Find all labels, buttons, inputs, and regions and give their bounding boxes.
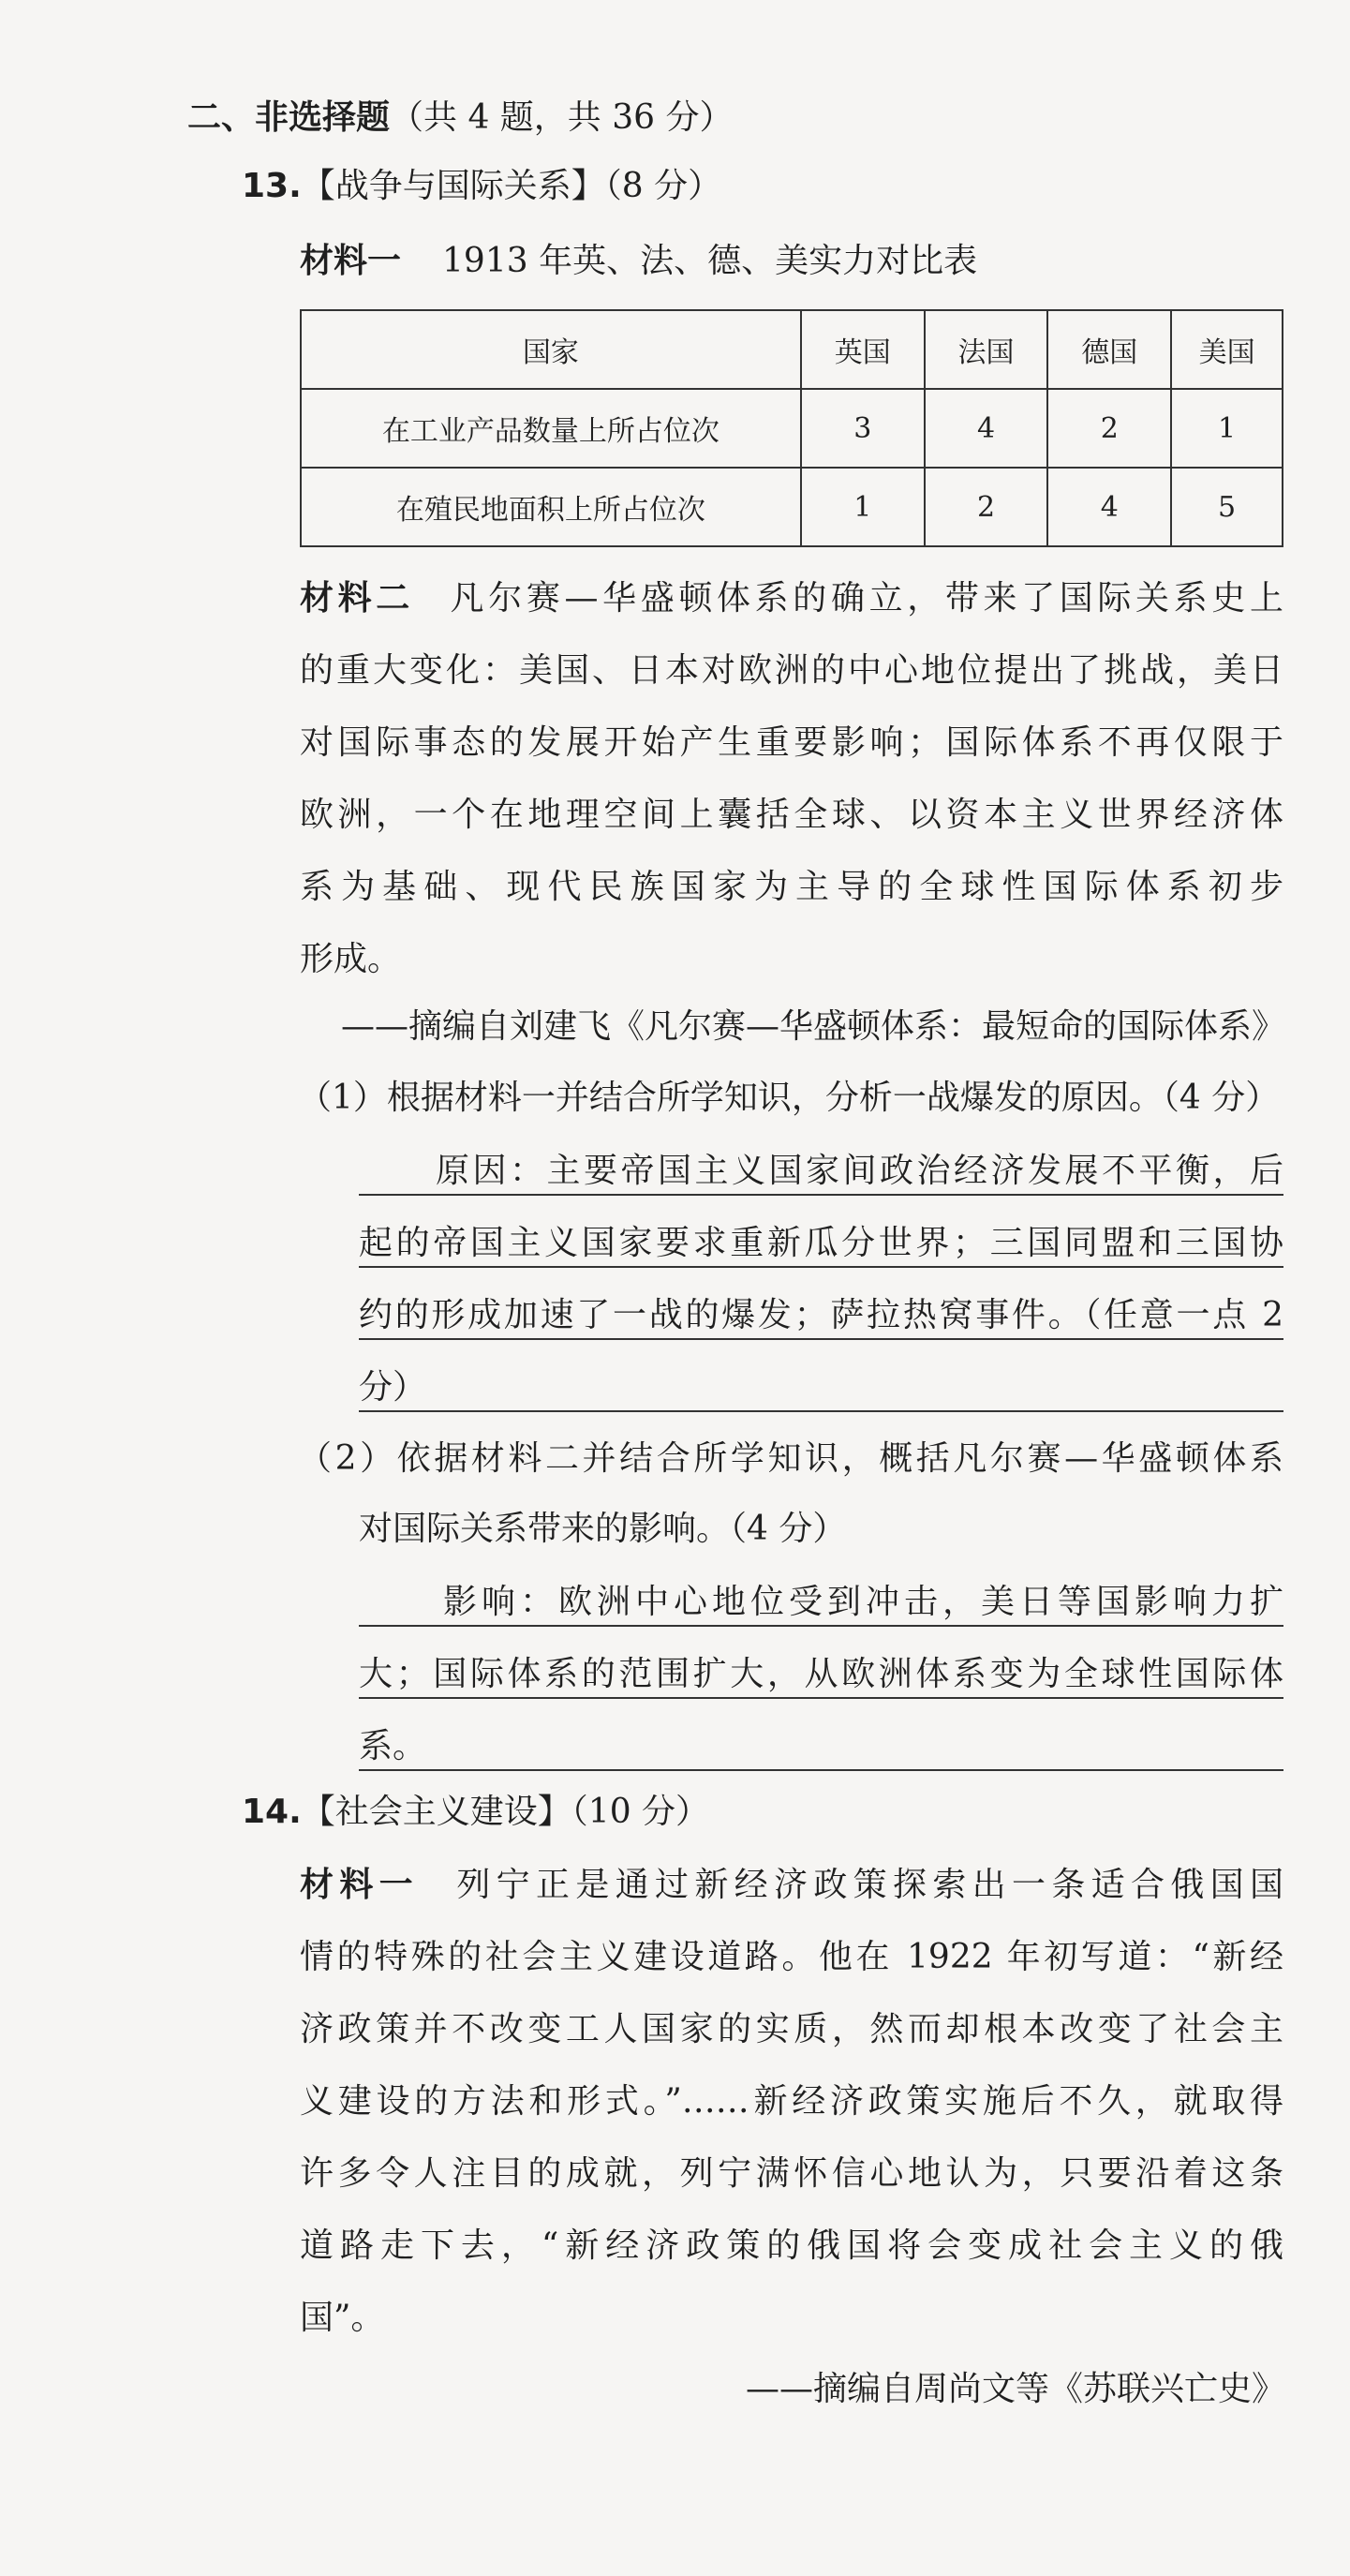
q13-answer-1-line: 约的形成加速了一战的爆发；萨拉热窝事件。（任意一点 2 (359, 1293, 1283, 1340)
q14-material1-line: 义建设的方法和形式。”……新经济政策实施后不久，就取得 (300, 2082, 1283, 2121)
table-cell: 2 (1047, 389, 1171, 468)
table-header-cell: 英国 (801, 310, 925, 389)
q13-material2-line: 欧洲，一个在地理空间上囊括全球、以资本主义世界经济体 (300, 796, 1283, 834)
q13-score: （8 分） (604, 167, 722, 205)
q13-material2-line: 的重大变化：美国、日本对欧洲的中心地位提出了挑战，美日 (300, 651, 1283, 690)
table-header-row (301, 310, 1283, 389)
q13-subquestion-2: （2）依据材料二并结合所学知识，概括凡尔赛—华盛顿体系 (298, 1439, 1283, 1478)
q14-material1-line: 许多令人注目的成就，列宁满怀信心地认为，只要沿着这条 (300, 2154, 1283, 2193)
table-cell: 4 (1047, 468, 1171, 546)
table-header-cell: 德国 (1047, 310, 1171, 389)
q14-header (242, 1790, 709, 1835)
q14-material1-line: 国”。 (300, 2299, 385, 2337)
section-title: 二、非选择题 (187, 98, 391, 137)
q13-answer-2-line: 影响：欧洲中心地位受到冲击，美日等国影响力扩 (359, 1580, 1283, 1627)
q13-answer-1-line: 原因：主要帝国主义国家间政治经济发展不平衡，后 (359, 1149, 1283, 1196)
table-cell: 2 (925, 468, 1048, 546)
section-header (187, 96, 734, 141)
q13-number: 13. (242, 167, 302, 205)
q13-header (242, 164, 721, 209)
table-cell: 4 (925, 389, 1048, 468)
q13-material1-label: 材料一 (300, 242, 402, 280)
q14-material1-line (300, 1863, 1283, 1908)
q13-answer-1-line: 起的帝国主义国家要求重新瓜分世界；三国同盟和三国协 (359, 1221, 1283, 1268)
table-header-cell: 国家 (301, 310, 801, 389)
q13-material2-text: 凡尔赛—华盛顿体系的确立，带来了国际关系史上 (445, 579, 1283, 618)
table-cell: 3 (801, 389, 925, 468)
q13-topic: 【战争与国际关系】 (301, 167, 605, 205)
table-cell: 5 (1171, 468, 1283, 546)
q14-material1-source: ——摘编自周尚文等《苏联兴亡史》 (745, 2370, 1285, 2408)
table-cell: 在殖民地面积上所占位次 (301, 468, 801, 546)
q14-material1-line: 济政策并不改变工人国家的实质，然而却根本改变了社会主 (300, 2010, 1283, 2048)
q14-material1-line: 道路走下去，“新经济政策的俄国将会变成社会主义的俄 (300, 2226, 1283, 2265)
table-cell: 1 (1171, 389, 1283, 468)
q14-number: 14. (242, 1793, 302, 1831)
q13-material1-title: 1913 年英、法、德、美实力对比表 (442, 242, 978, 280)
q13-material2-line: 对国际事态的发展开始产生重要影响；国际体系不再仅限于 (300, 723, 1283, 762)
q13-answer-2-line: 大；国际体系的范围扩大，从欧洲体系变为全球性国际体 (359, 1652, 1283, 1699)
q13-material2-line: 系为基础、现代民族国家为主导的全球性国际体系初步 (300, 868, 1283, 906)
table-cell: 在工业产品数量上所占位次 (301, 389, 801, 468)
q14-material1-line: 情的特殊的社会主义建设道路。他在 1922 年初写道：“新经 (300, 1938, 1283, 1976)
power-comparison-table (300, 309, 1283, 547)
q13-material2-line (300, 576, 1283, 621)
table-header-cell: 美国 (1171, 310, 1283, 389)
q14-topic: 【社会主义建设】 (301, 1793, 571, 1831)
table-header-cell: 法国 (925, 310, 1048, 389)
q13-material1-heading (300, 239, 977, 284)
q13-answer-2-line: 系。 (359, 1724, 1283, 1771)
q13-material2-source: ——摘编自刘建飞《凡尔赛—华盛顿体系：最短命的国际体系》 (340, 1007, 1285, 1046)
q13-material2-label: 材料二 (300, 579, 414, 618)
q13-subquestion-1: （1）根据材料一并结合所学知识，分析一战爆发的原因。（4 分） (298, 1079, 1280, 1117)
table-row (301, 468, 1283, 546)
table-row (301, 389, 1283, 468)
q13-subquestion-2-cont: 对国际关系带来的影响。（4 分） (359, 1510, 847, 1548)
q14-material1-label: 材料一 (300, 1866, 419, 1904)
q13-answer-1-line: 分） (359, 1365, 1283, 1412)
q14-material1-text: 列宁正是通过新经济政策探索出一条适合俄国国 (451, 1866, 1283, 1904)
q14-score: （10 分） (571, 1793, 710, 1831)
section-info: （共 4 题，共 36 分） (390, 98, 734, 137)
q13-material2-line: 形成。 (300, 940, 402, 978)
table-cell: 1 (801, 468, 925, 546)
